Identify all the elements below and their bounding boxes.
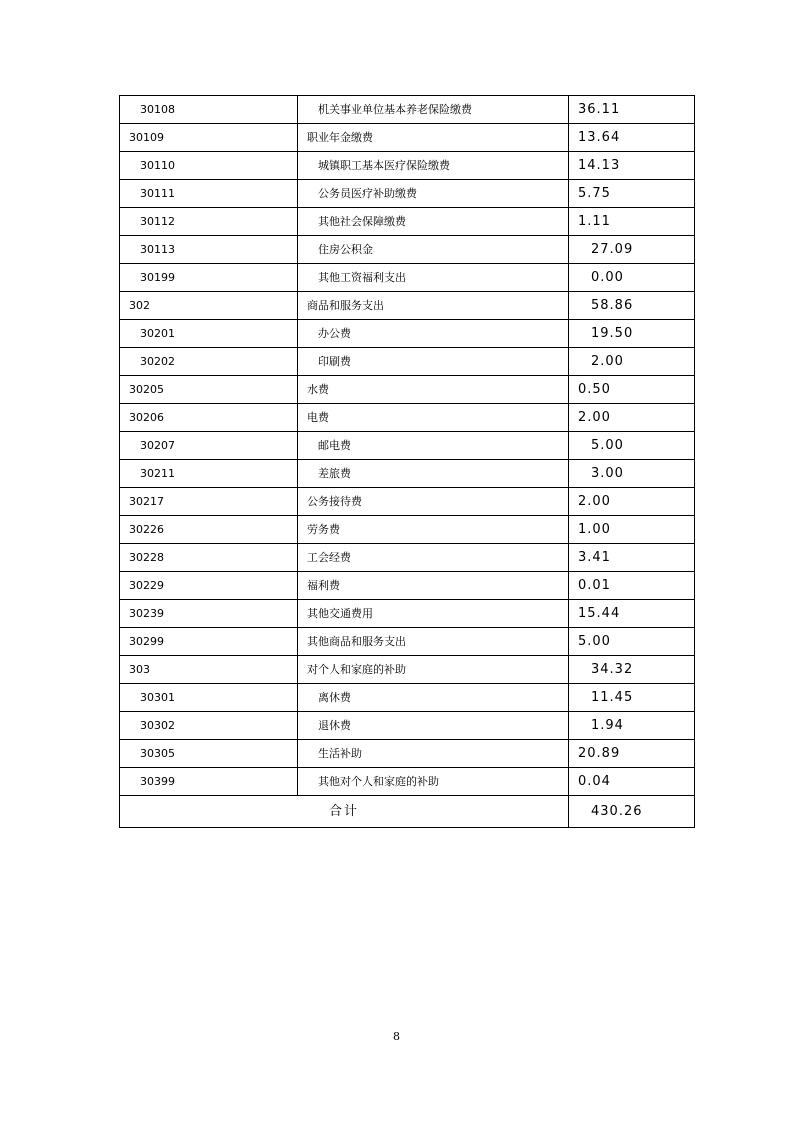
table-row bbox=[120, 712, 695, 740]
amount-cell: 1.94 bbox=[569, 712, 695, 740]
item-name-cell: 对个人和家庭的补助 bbox=[298, 656, 569, 684]
amount-cell: 15.44 bbox=[569, 600, 695, 628]
amount-cell: 20.89 bbox=[569, 740, 695, 768]
amount-cell: 0.50 bbox=[569, 376, 695, 404]
table-row bbox=[120, 628, 695, 656]
amount-cell: 11.45 bbox=[569, 684, 695, 712]
economic-code-cell: 30217 bbox=[120, 488, 298, 516]
item-name-cell: 其他工资福利支出 bbox=[298, 264, 569, 292]
economic-code-cell: 30207 bbox=[120, 432, 298, 460]
item-name-cell: 离休费 bbox=[298, 684, 569, 712]
amount-cell: 14.13 bbox=[569, 152, 695, 180]
amount-cell: 5.00 bbox=[569, 432, 695, 460]
item-name-cell: 福利费 bbox=[298, 572, 569, 600]
table-row bbox=[120, 180, 695, 208]
economic-code-cell: 302 bbox=[120, 292, 298, 320]
table-row bbox=[120, 740, 695, 768]
amount-cell: 1.00 bbox=[569, 516, 695, 544]
item-name-cell: 印刷费 bbox=[298, 348, 569, 376]
amount-cell: 36.11 bbox=[569, 96, 695, 124]
amount-cell: 0.04 bbox=[569, 768, 695, 796]
total-amount: 430.26 bbox=[569, 796, 695, 828]
economic-code-cell: 30113 bbox=[120, 236, 298, 264]
item-name-cell: 邮电费 bbox=[298, 432, 569, 460]
amount-cell: 5.75 bbox=[569, 180, 695, 208]
amount-cell: 58.86 bbox=[569, 292, 695, 320]
total-label: 合计 bbox=[120, 796, 569, 828]
economic-code-cell: 30239 bbox=[120, 600, 298, 628]
item-name-cell: 劳务费 bbox=[298, 516, 569, 544]
economic-code-cell: 30202 bbox=[120, 348, 298, 376]
economic-code-cell: 30108 bbox=[120, 96, 298, 124]
economic-code-cell: 30211 bbox=[120, 460, 298, 488]
item-name-cell: 公务接待费 bbox=[298, 488, 569, 516]
table-row bbox=[120, 236, 695, 264]
economic-code-cell: 30299 bbox=[120, 628, 298, 656]
item-name-cell: 差旅费 bbox=[298, 460, 569, 488]
item-name-cell: 退休费 bbox=[298, 712, 569, 740]
table-row bbox=[120, 124, 695, 152]
economic-code-cell: 30226 bbox=[120, 516, 298, 544]
table-row bbox=[120, 544, 695, 572]
item-name-cell: 电费 bbox=[298, 404, 569, 432]
economic-code-cell: 30302 bbox=[120, 712, 298, 740]
item-name-cell: 其他交通费用 bbox=[298, 600, 569, 628]
table-row bbox=[120, 376, 695, 404]
economic-code-cell: 30206 bbox=[120, 404, 298, 432]
amount-cell: 5.00 bbox=[569, 628, 695, 656]
economic-code-cell: 30228 bbox=[120, 544, 298, 572]
item-name-cell: 生活补助 bbox=[298, 740, 569, 768]
amount-cell: 19.50 bbox=[569, 320, 695, 348]
item-name-cell: 机关事业单位基本养老保险缴费 bbox=[298, 96, 569, 124]
economic-code-cell: 303 bbox=[120, 656, 298, 684]
economic-code-cell: 30199 bbox=[120, 264, 298, 292]
economic-code-cell: 30301 bbox=[120, 684, 298, 712]
item-name-cell: 水费 bbox=[298, 376, 569, 404]
economic-code-cell: 30109 bbox=[120, 124, 298, 152]
table-row bbox=[120, 488, 695, 516]
table-row bbox=[120, 152, 695, 180]
economic-code-cell: 30205 bbox=[120, 376, 298, 404]
table-row bbox=[120, 460, 695, 488]
amount-cell: 3.41 bbox=[569, 544, 695, 572]
amount-cell: 27.09 bbox=[569, 236, 695, 264]
amount-cell: 2.00 bbox=[569, 488, 695, 516]
economic-code-cell: 30112 bbox=[120, 208, 298, 236]
table-row bbox=[120, 656, 695, 684]
economic-code-cell: 30305 bbox=[120, 740, 298, 768]
amount-cell: 1.11 bbox=[569, 208, 695, 236]
table-row bbox=[120, 572, 695, 600]
economic-code-cell: 30111 bbox=[120, 180, 298, 208]
table-row bbox=[120, 264, 695, 292]
table-row bbox=[120, 768, 695, 796]
table-row bbox=[120, 516, 695, 544]
table-row bbox=[120, 684, 695, 712]
table-row bbox=[120, 292, 695, 320]
amount-cell: 2.00 bbox=[569, 404, 695, 432]
item-name-cell: 其他对个人和家庭的补助 bbox=[298, 768, 569, 796]
item-name-cell: 城镇职工基本医疗保险缴费 bbox=[298, 152, 569, 180]
economic-code-cell: 30110 bbox=[120, 152, 298, 180]
table-row bbox=[120, 348, 695, 376]
item-name-cell: 商品和服务支出 bbox=[298, 292, 569, 320]
economic-code-cell: 30201 bbox=[120, 320, 298, 348]
economic-code-cell: 30399 bbox=[120, 768, 298, 796]
amount-cell: 13.64 bbox=[569, 124, 695, 152]
item-name-cell: 职业年金缴费 bbox=[298, 124, 569, 152]
total-row bbox=[120, 796, 695, 828]
item-name-cell: 住房公积金 bbox=[298, 236, 569, 264]
item-name-cell: 办公费 bbox=[298, 320, 569, 348]
amount-cell: 34.32 bbox=[569, 656, 695, 684]
budget-table bbox=[119, 95, 695, 828]
page-number: 8 bbox=[393, 1030, 400, 1043]
table-row bbox=[120, 320, 695, 348]
table-row bbox=[120, 600, 695, 628]
item-name-cell: 其他商品和服务支出 bbox=[298, 628, 569, 656]
item-name-cell: 其他社会保障缴费 bbox=[298, 208, 569, 236]
table-row bbox=[120, 432, 695, 460]
item-name-cell: 工会经费 bbox=[298, 544, 569, 572]
amount-cell: 0.00 bbox=[569, 264, 695, 292]
amount-cell: 3.00 bbox=[569, 460, 695, 488]
table-body bbox=[120, 96, 695, 828]
amount-cell: 0.01 bbox=[569, 572, 695, 600]
item-name-cell: 公务员医疗补助缴费 bbox=[298, 180, 569, 208]
economic-code-cell: 30229 bbox=[120, 572, 298, 600]
table-row bbox=[120, 208, 695, 236]
amount-cell: 2.00 bbox=[569, 348, 695, 376]
table-row bbox=[120, 404, 695, 432]
table-row bbox=[120, 96, 695, 124]
